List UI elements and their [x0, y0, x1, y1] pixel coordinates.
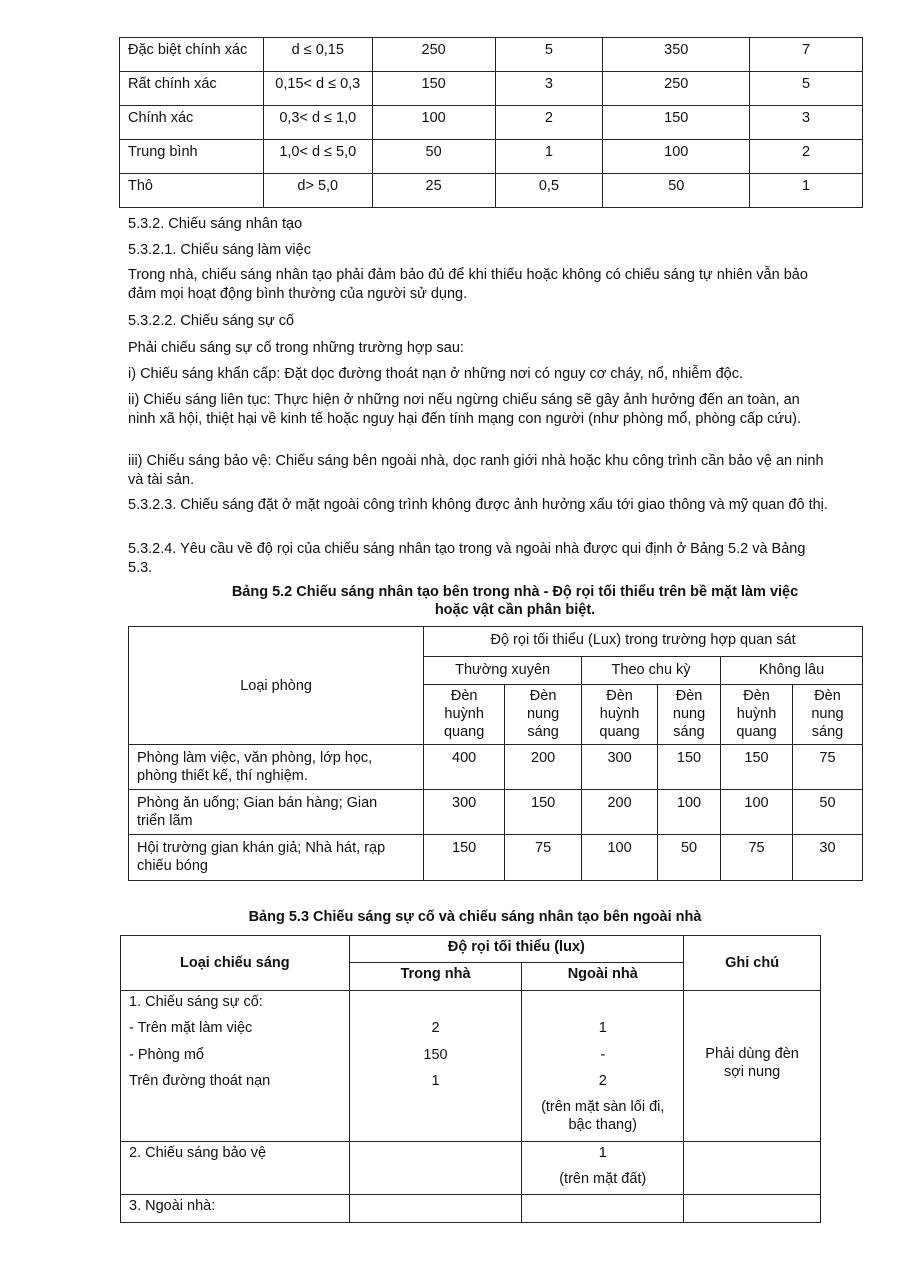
header-short: Không lâu	[721, 657, 863, 685]
paragraph-5-3-2-3: 5.3.2.3. Chiếu sáng đặt ở mặt ngoài công trình không được ảnh hưởng xấu tới giao thông và mỹ quan đô thị.	[128, 497, 828, 513]
row-operating-room: - Phòng mổ	[129, 1047, 204, 1063]
table-row	[120, 106, 863, 140]
outdoor-indoor-cell	[349, 1195, 522, 1223]
section-outdoor-title: 3. Ngoài nhà:	[121, 1195, 350, 1223]
table-cell: 0,5	[495, 174, 603, 208]
table-cell: 250	[603, 72, 750, 106]
outdoor-operating-room: -	[600, 1047, 606, 1063]
security-indoor	[349, 1142, 522, 1195]
row-escape-route: Trên đường thoát nạn	[129, 1073, 271, 1089]
header-note: Ghi chú	[684, 936, 821, 991]
table-row	[129, 790, 863, 835]
precision-table	[119, 37, 863, 208]
lamp-incandescent: Đèn nung sáng	[505, 685, 582, 745]
precision-level: Trung bình	[120, 140, 264, 174]
outdoor-escape-route: 2	[598, 1073, 607, 1089]
size-range: 0,15< d ≤ 0,3	[263, 72, 372, 106]
precision-level: Thô	[120, 174, 264, 208]
table-5-3-caption: Bảng 5.3 Chiếu sáng sự cố và chiếu sáng nhân tạo bên ngoài nhà	[248, 909, 702, 925]
table-row	[120, 140, 863, 174]
illuminance-value: 150	[424, 835, 505, 881]
lamp-fluorescent: Đèn huỳnh quang	[721, 685, 793, 745]
illuminance-value: 200	[582, 790, 658, 835]
table-cell: 350	[603, 38, 750, 72]
security-outdoor-note: (trên mặt đất)	[559, 1171, 647, 1187]
lamp-incandescent: Đèn nung sáng	[793, 685, 863, 745]
section-emergency-title: 1. Chiếu sáng sự cố:	[129, 994, 263, 1010]
security-note	[684, 1142, 821, 1195]
paragraph-emergency-intro: Phải chiếu sáng sự cố trong những trường hợp sau:	[128, 340, 464, 356]
illuminance-value: 100	[658, 790, 721, 835]
table-cell: 2	[495, 106, 603, 140]
illuminance-value: 150	[658, 745, 721, 790]
table-row	[129, 835, 863, 881]
size-range: d> 5,0	[263, 174, 372, 208]
section-heading-5-3-2-1: 5.3.2.1. Chiếu sáng làm việc	[128, 242, 311, 258]
indoor-escape-route: 1	[431, 1073, 440, 1089]
table-cell: 250	[372, 38, 495, 72]
row-working-surface: - Trên mặt làm việc	[129, 1020, 253, 1036]
table-cell: 50	[603, 174, 750, 208]
section-heading-5-3-2: 5.3.2. Chiếu sáng nhân tạo	[128, 216, 303, 232]
table-cell: 7	[750, 38, 863, 72]
header-lighting-type: Loại chiếu sáng	[121, 936, 350, 991]
table-row	[120, 174, 863, 208]
table-cell: 25	[372, 174, 495, 208]
illuminance-value: 300	[582, 745, 658, 790]
table-cell: 1	[750, 174, 863, 208]
size-range: 1,0< d ≤ 5,0	[263, 140, 372, 174]
paragraph-5-3-2-4: 5.3.2.4. Yêu cầu về độ rọi của chiếu sáng nhân tạo trong và ngoài nhà được qui định ở Bảng 5.2 và Bảng 5.3.	[128, 541, 806, 576]
table-cell: 100	[372, 106, 495, 140]
header-indoor: Trong nhà	[349, 963, 522, 991]
room-type: Phòng ăn uống; Gian bán hàng; Gian triển lãm	[129, 790, 424, 835]
illuminance-value: 400	[424, 745, 505, 790]
table-5-2	[128, 626, 863, 881]
table-row	[129, 745, 863, 790]
illuminance-value: 200	[505, 745, 582, 790]
precision-level: Rất chính xác	[120, 72, 264, 106]
table-cell: 150	[603, 106, 750, 140]
header-periodic: Theo chu kỳ	[582, 657, 721, 685]
emergency-note: Phải dùng đèn sợi nung	[684, 991, 821, 1142]
table-5-3	[120, 935, 821, 1223]
outdoor-note-cell	[684, 1195, 821, 1223]
header-min-illuminance: Độ rọi tối thiểu (Lux) trong trường hợp quan sát	[424, 627, 863, 657]
header-min-illuminance: Độ rọi tối thiểu (lux)	[349, 936, 684, 963]
outdoor-escape-route-note: (trên mặt sàn lối đi, bậc thang)	[541, 1099, 665, 1133]
indoor-operating-room: 150	[423, 1047, 448, 1063]
table-cell: 1	[495, 140, 603, 174]
size-range: d ≤ 0,15	[263, 38, 372, 72]
outdoor-working-surface: 1	[598, 1020, 607, 1036]
table-cell: 150	[372, 72, 495, 106]
lamp-incandescent: Đèn nung sáng	[658, 685, 721, 745]
illuminance-value: 50	[658, 835, 721, 881]
table-5-2-caption: Bảng 5.2 Chiếu sáng nhân tạo bên trong nhà - Độ rọi tối thiểu trên bề mặt làm việc hoặc vật cần phân biệt.	[231, 584, 799, 618]
table-cell: 100	[603, 140, 750, 174]
table-cell: 5	[495, 38, 603, 72]
table-row	[120, 38, 863, 72]
header-room-type: Loại phòng	[129, 627, 424, 745]
illuminance-value: 50	[793, 790, 863, 835]
illuminance-value: 75	[721, 835, 793, 881]
indoor-working-surface: 2	[431, 1020, 440, 1036]
illuminance-value: 300	[424, 790, 505, 835]
illuminance-value: 75	[505, 835, 582, 881]
room-type: Hội trường gian khán giả; Nhà hát, rạp chiếu bóng	[129, 835, 424, 881]
outdoor-outdoor-cell	[522, 1195, 684, 1223]
header-regular: Thường xuyên	[424, 657, 582, 685]
illuminance-value: 100	[721, 790, 793, 835]
header-outdoor: Ngoài nhà	[522, 963, 684, 991]
precision-level: Đặc biệt chính xác	[120, 38, 264, 72]
paragraph-emergency-i: i) Chiếu sáng khẩn cấp: Đặt dọc đường thoát nạn ở những nơi có nguy cơ cháy, nổ, nhiễm độc.	[128, 366, 743, 382]
paragraph-emergency-ii: ii) Chiếu sáng liên tục: Thực hiện ở những nơi nếu ngừng chiếu sáng sẽ gây ảnh hưởng đến an toàn, an ninh xã hội, thiệt hại về kinh tế hoặc nguy hại đến tính mạng con người (như phòng mổ, phòng cấp cứu).	[128, 392, 802, 427]
table-cell: 3	[495, 72, 603, 106]
table-cell: 50	[372, 140, 495, 174]
section-security-title: 2. Chiếu sáng bảo vệ	[121, 1142, 350, 1195]
illuminance-value: 150	[721, 745, 793, 790]
table-cell: 5	[750, 72, 863, 106]
precision-level: Chính xác	[120, 106, 264, 140]
lamp-fluorescent: Đèn huỳnh quang	[424, 685, 505, 745]
illuminance-value: 100	[582, 835, 658, 881]
lamp-fluorescent: Đèn huỳnh quang	[582, 685, 658, 745]
illuminance-value: 150	[505, 790, 582, 835]
table-cell: 2	[750, 140, 863, 174]
table-cell: 3	[750, 106, 863, 140]
section-heading-5-3-2-2: 5.3.2.2. Chiếu sáng sự cố	[128, 313, 295, 329]
security-outdoor: 1	[598, 1145, 607, 1161]
illuminance-value: 30	[793, 835, 863, 881]
size-range: 0,3< d ≤ 1,0	[263, 106, 372, 140]
illuminance-value: 75	[793, 745, 863, 790]
room-type: Phòng làm việc, văn phòng, lớp học, phòng thiết kế, thí nghiệm.	[129, 745, 424, 790]
paragraph-working-lighting: Trong nhà, chiếu sáng nhân tạo phải đảm bảo đủ để khi thiếu hoặc không có chiếu sáng tự nhiên vẫn bảo đảm mọi hoạt động bình thường của người sử dụng.	[128, 267, 808, 302]
table-row	[120, 72, 863, 106]
paragraph-emergency-iii: iii) Chiếu sáng bảo vệ: Chiếu sáng bên ngoài nhà, dọc ranh giới nhà hoặc khu công trình cần bảo vệ an ninh và tài sản.	[128, 453, 824, 488]
